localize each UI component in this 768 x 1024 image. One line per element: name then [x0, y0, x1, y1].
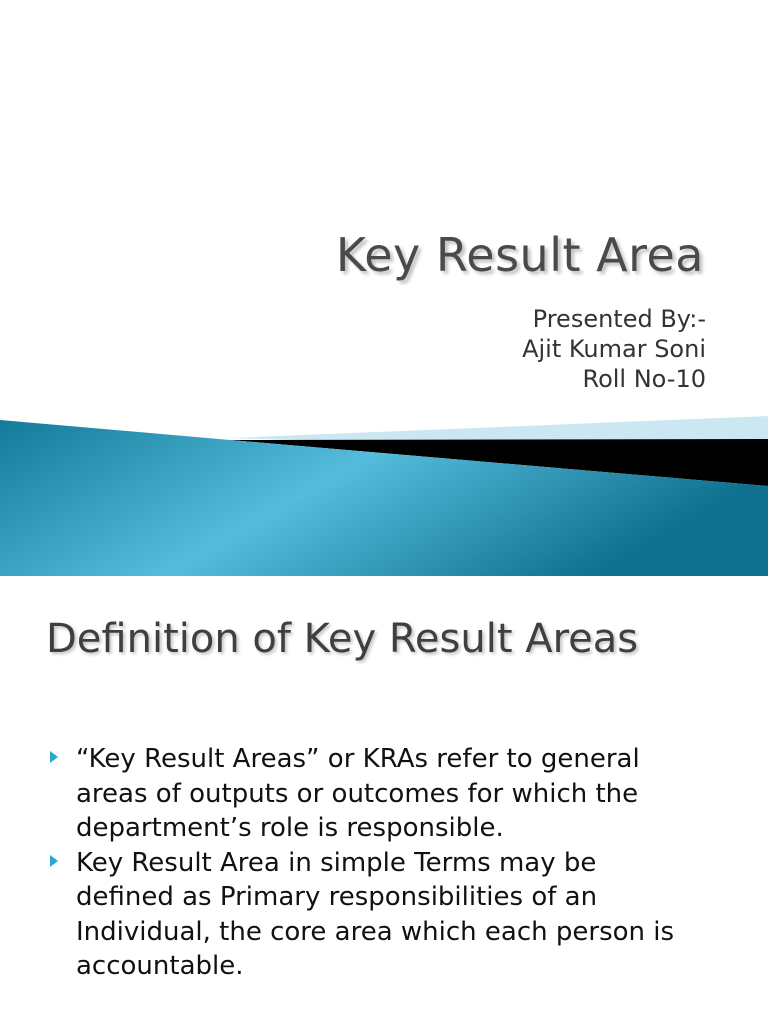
decorative-band [0, 410, 768, 576]
bullet-line: defined as Primary responsibilities of an [76, 882, 598, 912]
bullet-line: areas of outputs or outcomes for which the [76, 778, 639, 809]
triangle-bullet-icon [50, 751, 58, 763]
slide-title-heading: Key Result Area [335, 228, 704, 282]
roll-number: Roll No-10 [582, 365, 706, 393]
slide-definition-heading: Definition of Key Result Areas [46, 616, 639, 662]
slide-definition [0, 576, 768, 1024]
light-strip [230, 416, 768, 440]
presenter-block [522, 304, 706, 394]
presented-by-line: Presented By:- [532, 305, 706, 333]
bullet-line: accountable. [76, 951, 244, 981]
bullet-line: Individual, the core area which each person is [76, 916, 675, 947]
bullet-line: “Key Result Areas” or KRAs refer to general [76, 744, 640, 774]
bullet-list [50, 742, 740, 984]
bullet-line: Key Result Area in simple Terms may be [76, 847, 597, 878]
bullet-item [50, 742, 740, 846]
triangle-bullet-icon [50, 855, 58, 867]
bullet-line: department’s role is responsible. [76, 813, 504, 843]
bullet-item [50, 846, 740, 984]
presenter-name: Ajit Kumar Soni [522, 335, 706, 363]
